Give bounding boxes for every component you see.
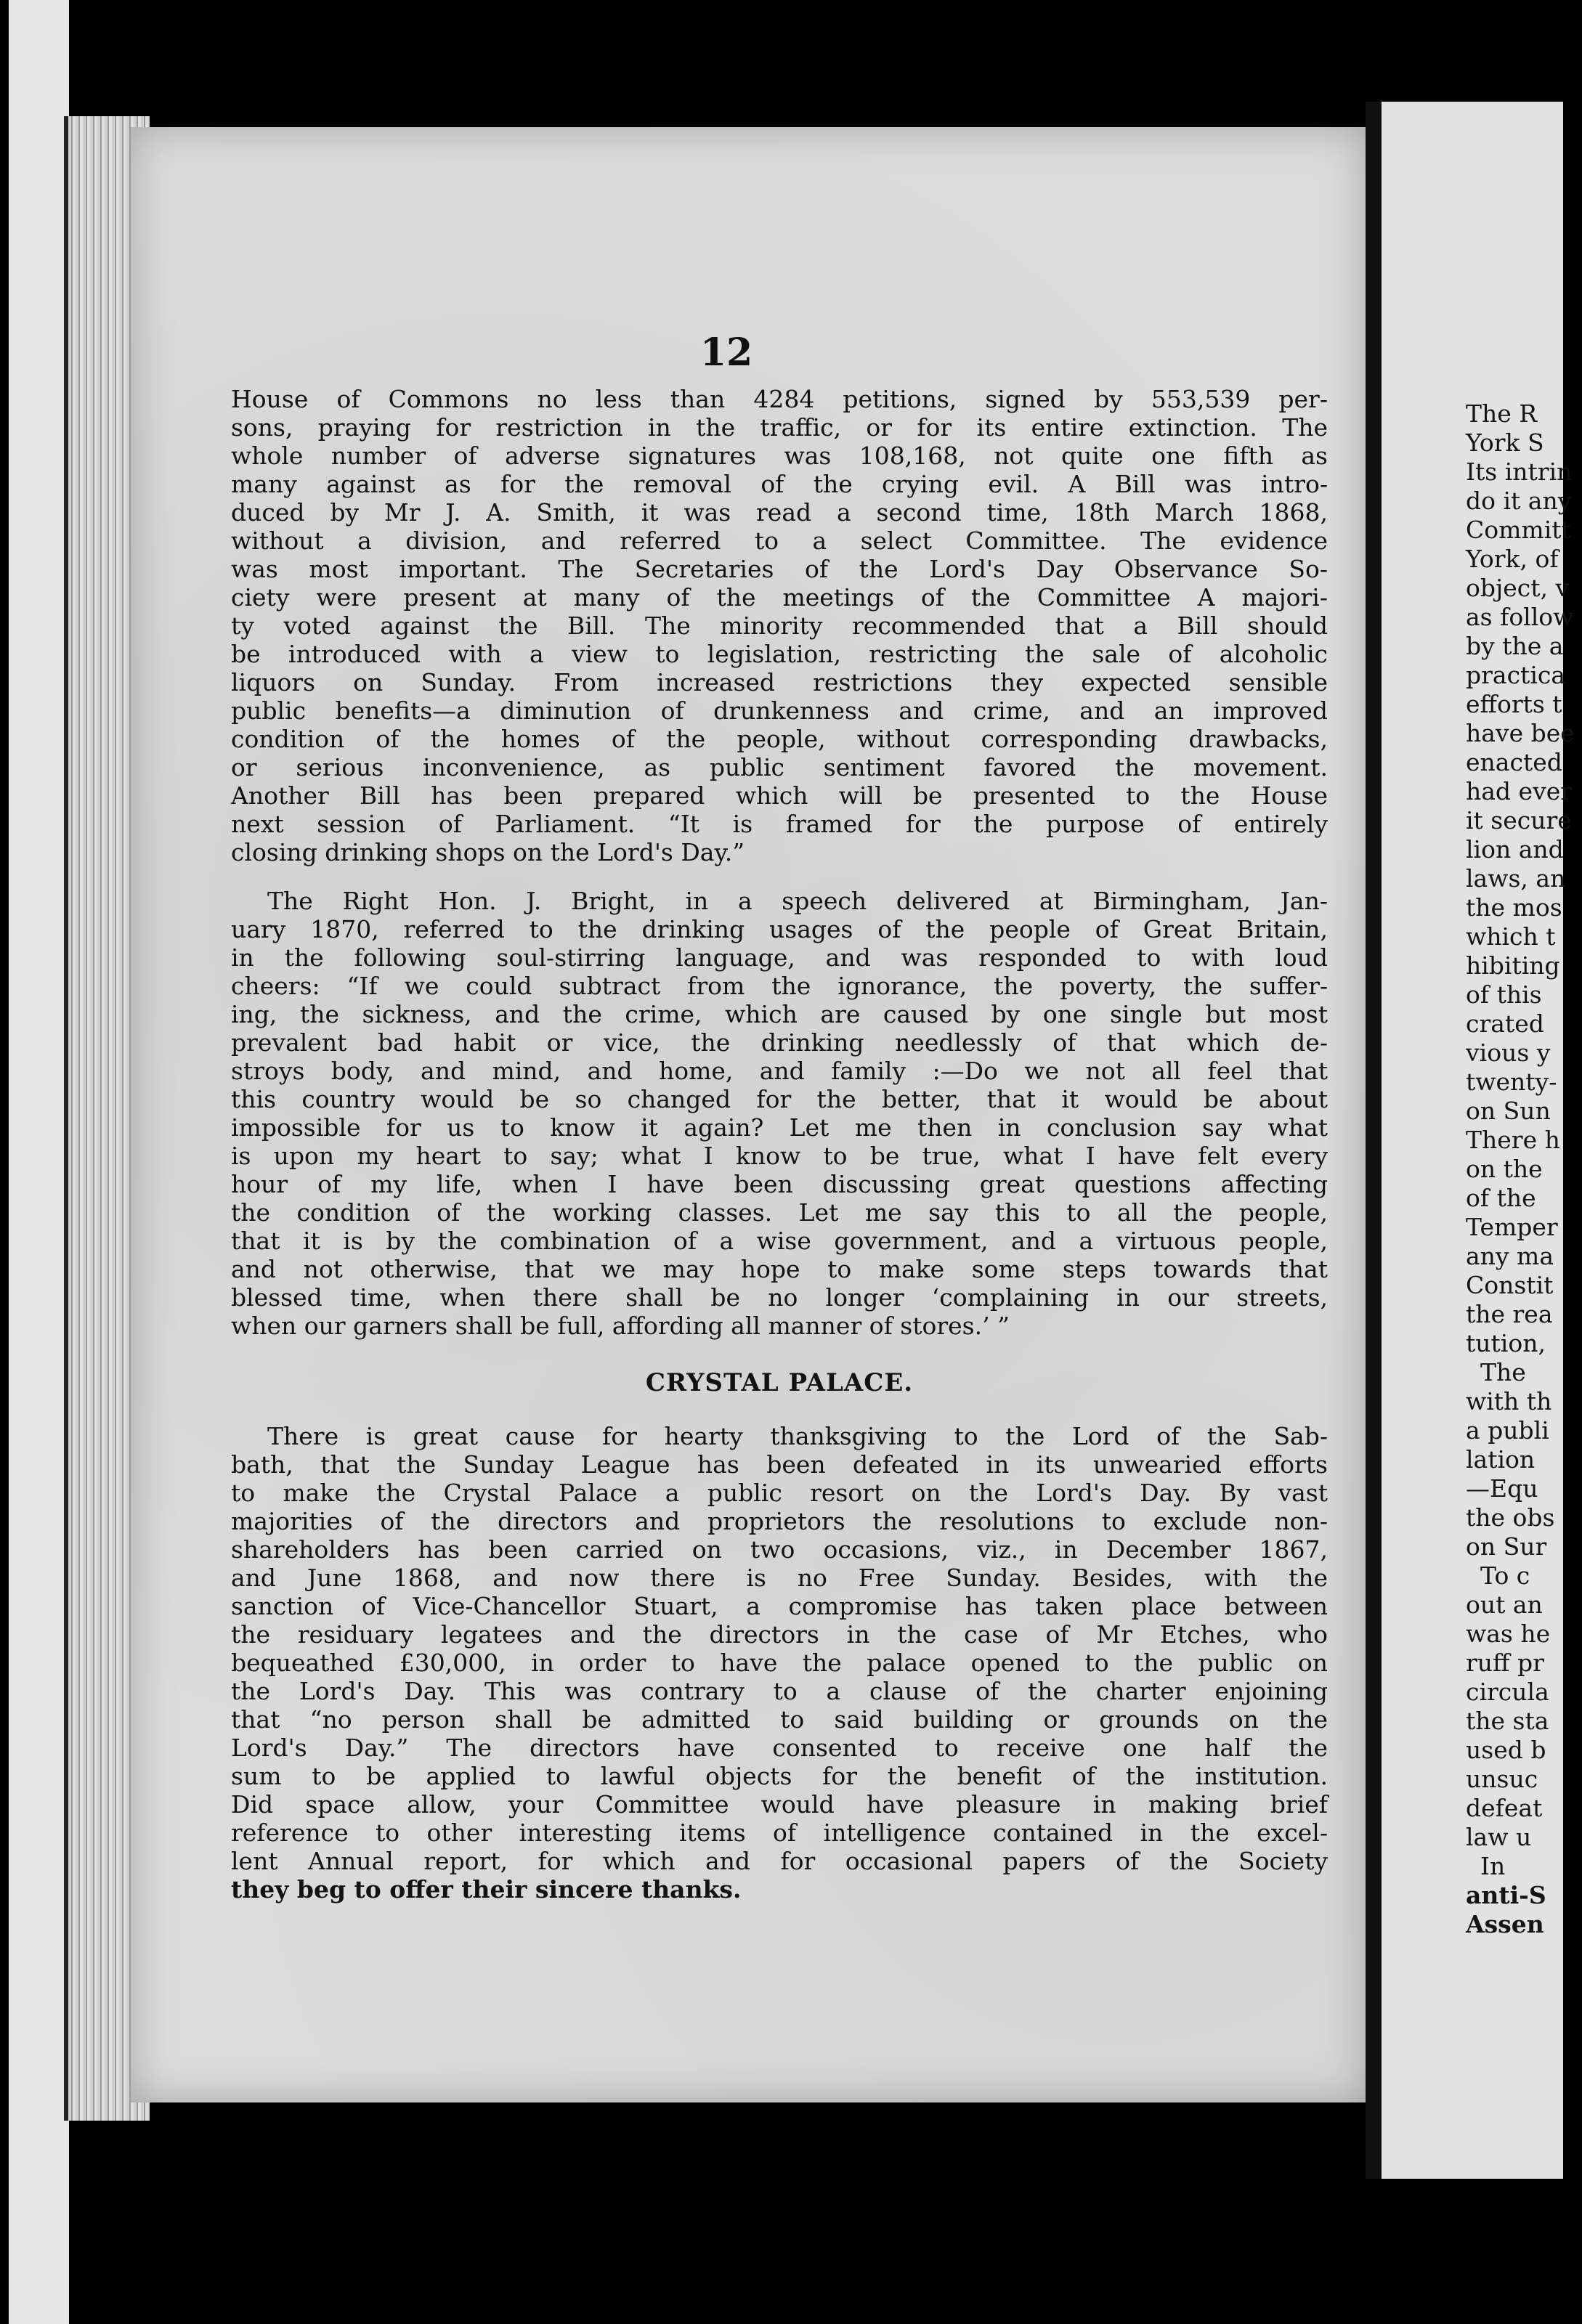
facing-page-text — [1466, 399, 1582, 1939]
text-line: shareholders has been carried on two occasions, viz., in December 1867, — [231, 1535, 1328, 1564]
facing-page-line: The R — [1466, 399, 1538, 428]
text-line: House of Commons no less than 4284 petitions, signed by 553,539 per- — [231, 385, 1328, 413]
text-line: next session of Parliament. “It is framed for the purpose of entirely — [231, 810, 1328, 838]
text-line: whole number of adverse signatures was 108,168, not quite one fifth as — [231, 442, 1328, 470]
page-number: 12 — [699, 330, 753, 375]
facing-page-line: by the a — [1466, 632, 1564, 660]
facing-page-line: hibiting — [1466, 951, 1560, 980]
text-line: ciety were present at many of the meetings of the Committee A majori- — [231, 583, 1328, 612]
facing-page-line: law u — [1466, 1823, 1532, 1851]
text-line: liquors on Sunday. From increased restrictions they expected sensible — [231, 668, 1328, 696]
text-line: impossible for us to know it again? Let me then in conclusion say what — [231, 1113, 1328, 1142]
section-heading: CRYSTAL PALACE. — [645, 1368, 914, 1397]
text-line: reference to other interesting items of intelligence contained in the excel- — [231, 1819, 1328, 1847]
text-line: blessed time, when there shall be no longer ‘complaining in our streets, — [231, 1283, 1328, 1312]
facing-page-line: it secure — [1466, 806, 1572, 834]
facing-page-line: used b — [1466, 1736, 1546, 1764]
paragraph-gap — [231, 866, 1328, 887]
text-line: Another Bill has been prepared which will be presented to the House — [231, 781, 1328, 810]
facing-page-line: lation — [1466, 1445, 1536, 1474]
text-line: sons, praying for restriction in the traffic, or for its entire extinction. The — [231, 413, 1328, 442]
text-line: and June 1868, and now there is no Free Sunday. Besides, with the — [231, 1564, 1328, 1592]
scan-edge — [0, 0, 9, 2324]
text-line: sum to be applied to lawful objects for the benefit of the institution. — [231, 1762, 1328, 1790]
facing-page-line: on Sun — [1466, 1097, 1551, 1125]
facing-page-line: on Sur — [1466, 1532, 1547, 1561]
facing-page-line: the sta — [1466, 1707, 1549, 1735]
facing-page-line: with th — [1466, 1387, 1552, 1415]
text-line: lent Annual report, for which and for occasional papers of the Society — [231, 1847, 1328, 1875]
text-line: condition of the homes of the people, without corresponding drawbacks, — [231, 725, 1328, 753]
facing-page-line: on the — [1466, 1155, 1543, 1183]
page-body — [231, 385, 1328, 1904]
text-line: bath, that the Sunday League has been defeated in its unwearied efforts — [231, 1450, 1328, 1479]
text-line: without a division, and referred to a select Committee. The evidence — [231, 527, 1328, 555]
facing-page-line: To c — [1480, 1561, 1530, 1590]
facing-page-line: The — [1480, 1358, 1526, 1386]
facing-page-line: laws, an — [1466, 864, 1566, 893]
facing-page-line: practica — [1466, 661, 1566, 689]
facing-page-line: defeat — [1466, 1794, 1543, 1822]
text-line: There is great cause for hearty thanksgiving to the Lord of the Sab- — [267, 1422, 1328, 1450]
facing-page-line: efforts t — [1466, 690, 1562, 718]
text-line: that “no person shall be admitted to said building or grounds on the — [231, 1705, 1328, 1734]
facing-page-line: Committ — [1466, 516, 1571, 544]
text-line: majorities of the directors and proprietors the resolutions to exclude non- — [231, 1507, 1328, 1535]
facing-page-line: vious y — [1466, 1039, 1551, 1067]
text-line: was most important. The Secretaries of the Lord's Day Observance So- — [231, 555, 1328, 583]
text-line: ing, the sickness, and the crime, which are caused by one single but most — [231, 1000, 1328, 1028]
facing-page-line: Constit — [1466, 1271, 1554, 1299]
paragraph-3 — [231, 1422, 1328, 1904]
facing-page-line: which t — [1466, 922, 1556, 951]
text-line: the Lord's Day. This was contrary to a clause of the charter enjoining — [231, 1677, 1328, 1705]
facing-page-line: the mos — [1466, 893, 1562, 922]
text-line: stroys body, and mind, and home, and family :—Do we not all feel that — [231, 1057, 1328, 1085]
facing-page-line: There h — [1466, 1126, 1560, 1154]
text-line: and not otherwise, that we may hope to make some steps towards that — [231, 1255, 1328, 1283]
text-line: Lord's Day.” The directors have consented to receive one half the — [231, 1734, 1328, 1762]
facing-page-line: ruff pr — [1466, 1649, 1544, 1677]
text-line: cheers: “If we could subtract from the ignorance, the poverty, the suffer- — [231, 972, 1328, 1000]
text-line: or serious inconvenience, as public sentiment favored the movement. — [231, 753, 1328, 781]
facing-page-line: Assen — [1466, 1910, 1544, 1938]
facing-page-line: twenty- — [1466, 1068, 1557, 1096]
closing-line: they beg to offer their sincere thanks. — [231, 1875, 742, 1904]
facing-page-line: out an — [1466, 1590, 1543, 1619]
facing-page-line: a publi — [1466, 1416, 1549, 1445]
facing-page-line: anti-S — [1466, 1881, 1546, 1909]
facing-page-line: York S — [1466, 428, 1544, 457]
facing-page-line: the rea — [1466, 1300, 1553, 1328]
facing-page-line: tution, — [1466, 1329, 1546, 1357]
facing-page-line: lion and — [1466, 835, 1564, 864]
paragraph-1 — [231, 385, 1328, 866]
facing-page-line: had ever — [1466, 777, 1573, 805]
text-line: the condition of the working classes. Let me say this to all the people, — [231, 1198, 1328, 1227]
text-line: bequeathed £30,000, in order to have the palace opened to the public on — [231, 1649, 1328, 1677]
text-line: prevalent bad habit or vice, the drinking needlessly of that which de- — [231, 1028, 1328, 1057]
facing-page-line: object, v — [1466, 574, 1570, 602]
text-line: hour of my life, when I have been discussing great questions affecting — [231, 1170, 1328, 1198]
facing-page-line: In — [1480, 1852, 1506, 1880]
text-line: the residuary legatees and the directors in the case of Mr Etches, who — [231, 1620, 1328, 1649]
text-line: when our garners shall be full, affording all manner of stores.’ ” — [231, 1312, 1010, 1340]
text-line: that it is by the combination of a wise government, and a virtuous people, — [231, 1227, 1328, 1255]
text-line: Did space allow, your Committee would have pleasure in making brief — [231, 1790, 1328, 1819]
text-line: The Right Hon. J. Bright, in a speech delivered at Birmingham, Jan- — [267, 887, 1328, 915]
facing-page — [1382, 102, 1575, 2179]
facing-page-line: was he — [1466, 1620, 1551, 1648]
facing-page-line: —Equ — [1466, 1474, 1538, 1503]
text-line: uary 1870, referred to the drinking usages of the people of Great Britain, — [231, 915, 1328, 943]
facing-page-line: do it any — [1466, 487, 1572, 515]
facing-page-line: have bee — [1466, 719, 1575, 747]
facing-page-line: any ma — [1466, 1242, 1554, 1270]
facing-page-line: circula — [1466, 1678, 1549, 1706]
facing-page-line: of the — [1466, 1184, 1536, 1212]
text-line: ty voted against the Bill. The minority recommended that a Bill should — [231, 612, 1328, 640]
facing-page-line: the obs — [1466, 1503, 1555, 1532]
text-line: be introduced with a view to legislation, restricting the sale of alcoholic — [231, 640, 1328, 668]
text-line: this country would be so changed for the better, that it would be about — [231, 1085, 1328, 1113]
text-line: is upon my heart to say; what I know to be true, what I have felt every — [231, 1142, 1328, 1170]
text-line: closing drinking shops on the Lord's Day.” — [231, 838, 745, 866]
text-line: sanction of Vice-Chancellor Stuart, a compromise has taken place between — [231, 1592, 1328, 1620]
facing-page-line: enacted — [1466, 748, 1562, 776]
left-margin — [0, 0, 69, 2324]
facing-page-line: Temper — [1466, 1213, 1558, 1241]
text-line: many against as for the removal of the crying evil. A Bill was intro- — [231, 470, 1328, 498]
text-line: to make the Crystal Palace a public resort on the Lord's Day. By vast — [231, 1479, 1328, 1507]
paragraph-2 — [231, 887, 1328, 1340]
text-line: duced by Mr J. A. Smith, it was read a second time, 18th March 1868, — [231, 498, 1328, 527]
facing-page-line: unsuc — [1466, 1765, 1538, 1793]
facing-page-line: Its intrin — [1466, 458, 1573, 486]
facing-page-line: York, of — [1466, 545, 1559, 573]
book-gutter — [1366, 102, 1382, 2179]
text-line: public benefits—a diminution of drunkenness and crime, and an improved — [231, 696, 1328, 725]
facing-page-line: crated — [1466, 1009, 1544, 1038]
facing-page-line: as follow — [1466, 603, 1574, 631]
facing-page-line: of this — [1466, 980, 1542, 1009]
text-line: in the following soul-stirring language, and was responded to with loud — [231, 943, 1328, 972]
